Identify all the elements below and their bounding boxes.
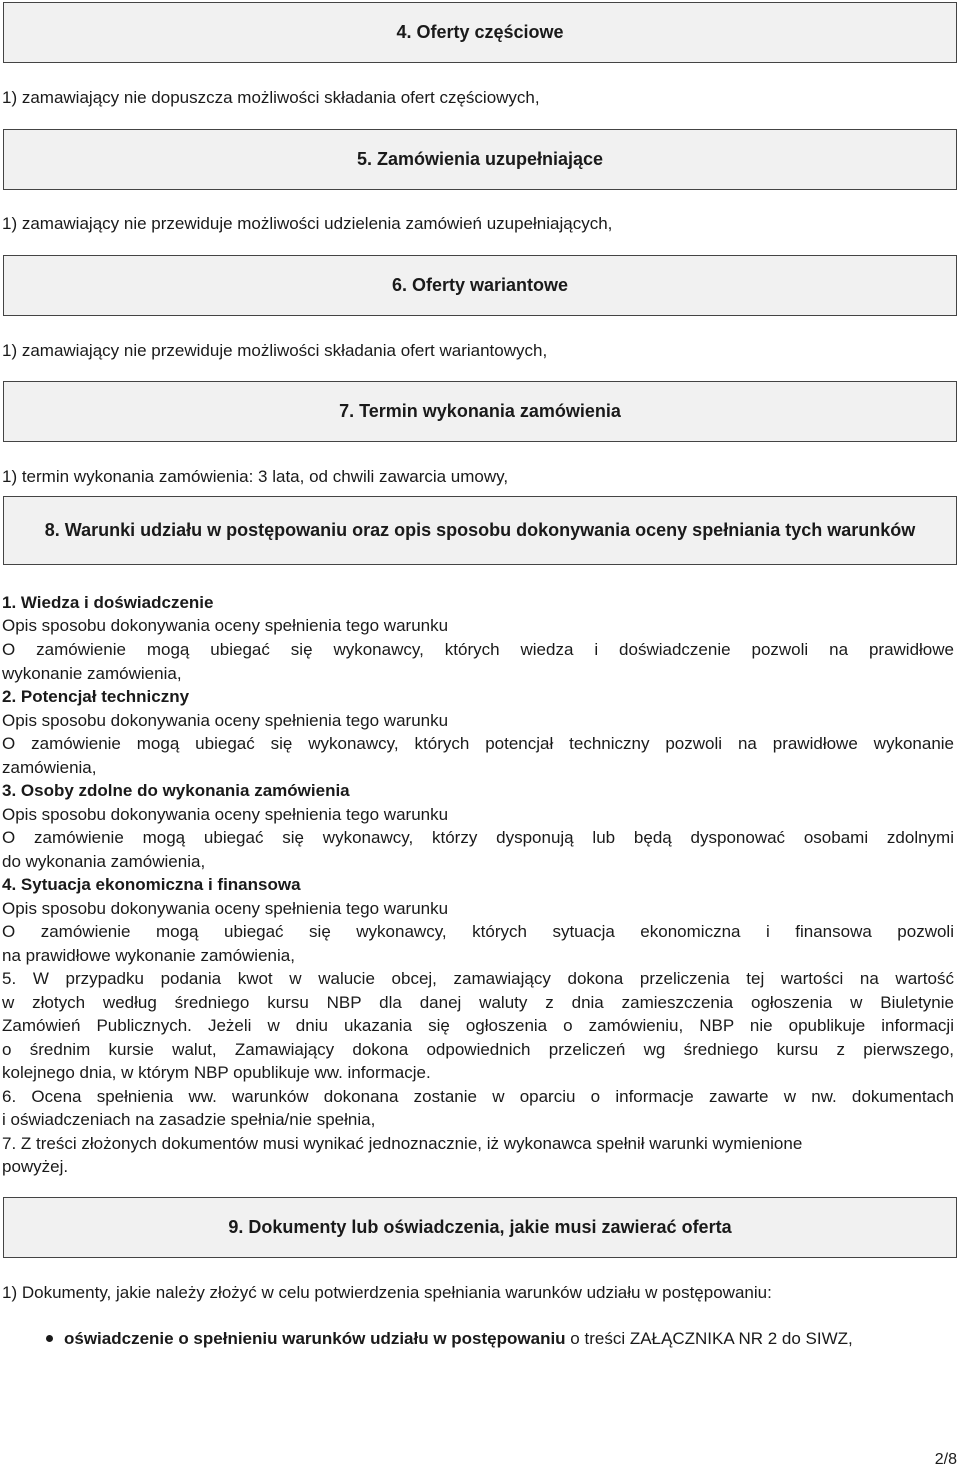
section-5-text: 1) zamawiający nie przewiduje możliwości udzielenia zamówień uzupełniających,	[2, 214, 613, 233]
section-7-header	[3, 381, 957, 442]
paragraph-5-line1: 5. W przypadku podania kwot w walucie obcej, zamawiający dokona przeliczenia tej wartości na wartość	[2, 969, 954, 988]
paragraph-6-line2: i oświadczeniach na zasadzie spełnia/nie spełnia,	[2, 1110, 376, 1129]
condition-3-heading: 3. Osoby zdolne do wykonania zamówienia	[2, 781, 350, 800]
bullet-rest-text: o treści ZAŁĄCZNIKA NR 2 do SIWZ,	[565, 1329, 853, 1348]
condition-2-text-line1: O zamówienie mogą ubiegać się wykonawcy, których potencjał techniczny pozwoli na prawidłowe wykonanie	[2, 734, 954, 753]
condition-2-opis: Opis sposobu dokonywania oceny spełnienia tego warunku	[2, 711, 449, 730]
condition-3-opis: Opis sposobu dokonywania oceny spełnienia tego warunku	[2, 805, 449, 824]
section-8-title: 8. Warunki udziału w postępowaniu oraz opis sposobu dokonywania oceny spełniania tych warunków	[44, 520, 916, 540]
section-9-header	[3, 1197, 957, 1258]
condition-1-heading: 1. Wiedza i doświadczenie	[2, 593, 214, 612]
condition-4-text-line1: O zamówienie mogą ubiegać się wykonawcy, których sytuacja ekonomiczna i finansowa pozwoli	[2, 922, 954, 941]
section-4-title: 4. Oferty częściowe	[396, 22, 564, 42]
paragraph-5-line2: w złotych według średniego kursu NBP dla danej waluty z dnia zamieszczenia ogłoszenia w Biuletynie	[2, 993, 954, 1012]
section-9-title: 9. Dokumenty lub oświadczenia, jakie musi zawierać oferta	[228, 1217, 732, 1237]
condition-3-text-line2: do wykonania zamówienia,	[2, 852, 206, 871]
condition-2-text-line2: zamówienia,	[2, 758, 97, 777]
paragraph-5-line5: kolejnego dnia, w którym NBP opublikuje ww. informacje.	[2, 1063, 431, 1082]
paragraph-5-line4: o średnim kursie walut, Zamawiający dokona odpowiednich przeliczeń wg średniego kursu z pierwszego,	[2, 1040, 954, 1059]
condition-2-heading: 2. Potencjał techniczny	[2, 687, 190, 706]
documents-list	[0, 1326, 960, 1351]
condition-3-text-line1: O zamówienie mogą ubiegać się wykonawcy, którzy dysponują lub będą dysponować osobami zdolnymi	[2, 828, 954, 847]
condition-4-text-line2: na prawidłowe wykonanie zamówienia,	[2, 946, 295, 965]
section-4-header	[3, 2, 957, 63]
paragraph-5-line3: Zamówień Publicznych. Jeżeli w dniu ukazania się ogłoszenia o zamówieniu, NBP nie opublikuje informacji	[2, 1016, 954, 1035]
section-7-text: 1) termin wykonania zamówienia: 3 lata, od chwili zawarcia umowy,	[2, 467, 509, 486]
section-6-header	[3, 255, 957, 316]
bullet-bold-text: oświadczenie o spełnieniu warunków udziału w postępowaniu	[64, 1329, 566, 1348]
section-6-title: 6. Oferty wariantowe	[391, 275, 569, 295]
condition-4-opis: Opis sposobu dokonywania oceny spełnienia tego warunku	[2, 899, 449, 918]
list-item	[0, 1326, 960, 1351]
page-number: 2/8	[934, 1451, 957, 1468]
section-7-title: 7. Termin wykonania zamówienia	[339, 401, 621, 421]
condition-1-text-line2: wykonanie zamówienia,	[2, 664, 182, 683]
section-4-text: 1) zamawiający nie dopuszcza możliwości składania ofert częściowych,	[2, 88, 540, 107]
section-6-text: 1) zamawiający nie przewiduje możliwości składania ofert wariantowych,	[2, 341, 548, 360]
paragraph-7-line1: 7. Z treści złożonych dokumentów musi wynikać jednoznacznie, iż wykonawca spełnił warunki wymienione	[2, 1134, 803, 1153]
section-8-header	[3, 496, 957, 565]
section-5-title: 5. Zamówienia uzupełniające	[356, 149, 604, 169]
condition-4-heading: 4. Sytuacja ekonomiczna i finansowa	[2, 875, 301, 894]
section-5-header	[3, 129, 957, 190]
condition-1-opis: Opis sposobu dokonywania oceny spełnienia tego warunku	[2, 616, 449, 635]
section-9-text: 1) Dokumenty, jakie należy złożyć w celu potwierdzenia spełniania warunków udziału w postępowaniu:	[2, 1283, 772, 1302]
paragraph-7-line2: powyżej.	[2, 1157, 69, 1176]
paragraph-6-line1: 6. Ocena spełnienia ww. warunków dokonana zostanie w oparciu o informacje zawarte w nw. dokumentach	[2, 1087, 954, 1106]
condition-1-text-line1: O zamówienie mogą ubiegać się wykonawcy, których wiedza i doświadczenie pozwoli na prawidłowe	[2, 640, 954, 659]
bullet-icon	[46, 1335, 53, 1342]
